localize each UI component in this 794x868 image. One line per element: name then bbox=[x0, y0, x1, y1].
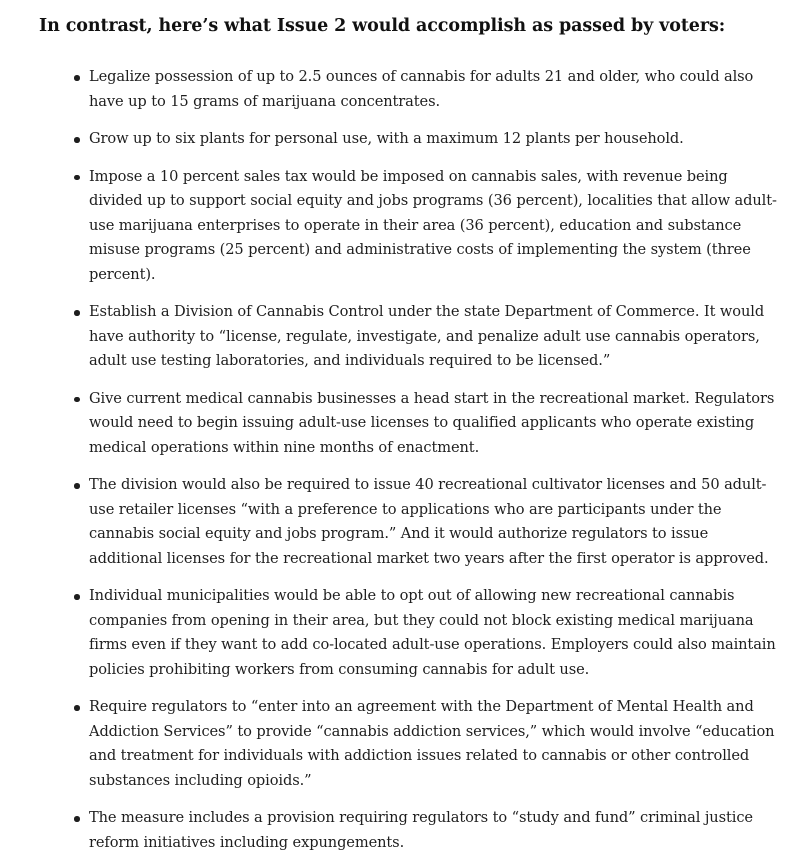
bullet-text: Establish a Division of Cannabis Control under the state Department of Commerce. It would have authority to “license, regulate, investigate, and penalize adult use cannabis operators, adult use testing laboratories, and individuals required to be licensed.” bbox=[89, 303, 765, 369]
bullet-dot-icon bbox=[74, 483, 80, 489]
bullet-item bbox=[0, 695, 794, 793]
bullet-list bbox=[0, 65, 794, 868]
bullet-text: Grow up to six plants for personal use, with a maximum 12 plants per household. bbox=[89, 130, 684, 147]
bullet-dot-icon bbox=[74, 175, 80, 181]
bullet-dot-icon bbox=[74, 705, 80, 711]
bullet-dot-icon bbox=[74, 137, 80, 143]
bullet-item bbox=[0, 165, 794, 288]
section-heading: In contrast, here’s what Issue 2 would accomplish as passed by voters: bbox=[39, 16, 726, 36]
bullet-item bbox=[0, 806, 794, 855]
bullet-text: Impose a 10 percent sales tax would be imposed on cannabis sales, with revenue being divided up to support social equity and jobs programs (36 percent), localities that allow adult-use marijuana enterprises to operate in their area (36 percent), education and substance misuse programs (25 percent) and administrative costs of implementing the system (three percent). bbox=[89, 167, 777, 283]
bullet-dot-icon bbox=[74, 594, 80, 600]
bullet-text: Individual municipalities would be able to opt out of allowing new recreational cannabis companies from opening in their area, but they could not block existing medical marijuana firms even if they want to add co-located adult-use operations. Employers could also maintain policies prohibiting workers from consuming cannabis for adult use. bbox=[89, 587, 776, 678]
bullet-dot-icon bbox=[74, 816, 80, 822]
bullet-text: The measure includes a provision requiring regulators to “study and fund” criminal justice reform initiatives including expungements. bbox=[89, 809, 753, 851]
bullet-item bbox=[0, 584, 794, 682]
bullet-text: The division would also be required to issue 40 recreational cultivator licenses and 50 adult-use retailer licenses “with a preference to applications who are participants under the cannabis social equity and jobs program.” And it would authorize regulators to issue additional licenses for the recreational market two years after the first operator is approved. bbox=[89, 476, 769, 567]
bullet-text: Legalize possession of up to 2.5 ounces of cannabis for adults 21 and older, who could also have up to 15 grams of marijuana concentrates. bbox=[89, 68, 754, 110]
bullet-item bbox=[0, 127, 794, 152]
bullet-item bbox=[0, 387, 794, 461]
bullet-text: Require regulators to “enter into an agreement with the Department of Mental Health and Addiction Services” to provide “cannabis addiction services,” which would involve “education and treatment for individuals with addiction issues related to cannabis or other controlled substances including opioids.” bbox=[89, 698, 775, 789]
bullet-dot-icon bbox=[74, 310, 80, 316]
bullet-item bbox=[0, 300, 794, 374]
bullet-dot-icon bbox=[74, 75, 80, 81]
bullet-text: Give current medical cannabis businesses a head start in the recreational market. Regulators would need to begin issuing adult-use licenses to qualified applicants who operate existing medical operations within nine months of enactment. bbox=[89, 389, 775, 456]
bullet-item bbox=[0, 65, 794, 114]
bullet-dot-icon bbox=[74, 397, 80, 403]
bullet-item bbox=[0, 473, 794, 571]
